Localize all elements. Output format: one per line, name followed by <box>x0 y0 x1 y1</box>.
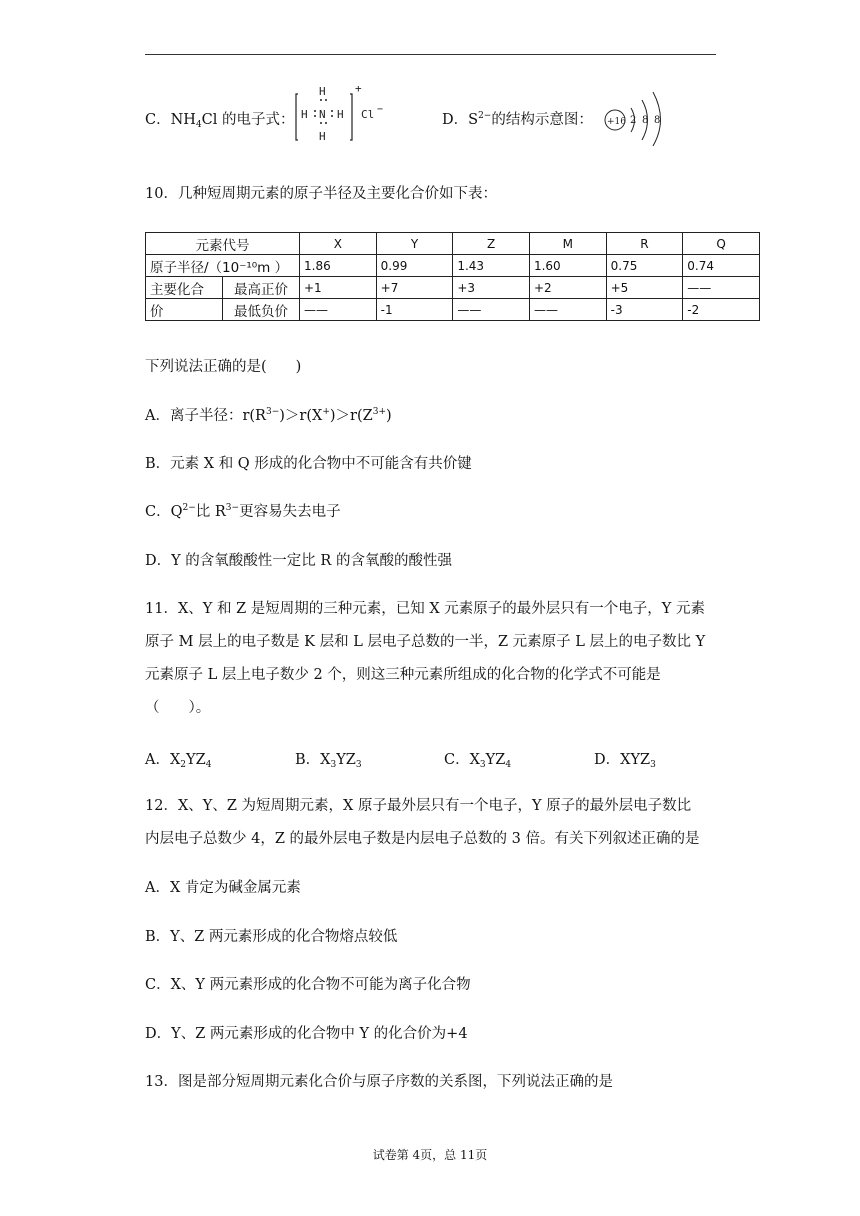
lewis-h-right: H <box>337 108 344 121</box>
q9-option-c: C．$NH_4Cl$ 的电子式： <box>145 112 295 130</box>
q11-stem-line-2: 原子 M 层上的电子数是 K 层和 L 层电子总数的一半，Z 元素原子 L 层上的电子数比 Y <box>145 634 706 650</box>
shell-2-count: 8 <box>642 115 649 126</box>
q11-choice-b: B．$X_3YZ_3$ <box>295 752 362 770</box>
table-valence-label-2: 价 <box>146 299 223 321</box>
table-cell: —— <box>683 277 760 299</box>
table-cell: Y <box>376 233 453 255</box>
table-cell: +2 <box>529 277 606 299</box>
table-cell: Z <box>453 233 530 255</box>
table-cell: 0.74 <box>683 255 760 277</box>
table-row <box>146 255 760 277</box>
table-cell: —— <box>453 299 530 321</box>
q10-option-a: A．离子半径：$r(R^{3-})>r(X^+)>r(Z^{3+})$ <box>145 407 392 424</box>
q12-stem-line-2: 内层电子总数少 4，Z 的最外层电子数是内层电子总数的 3 倍。有关下列叙述正确的是 <box>145 831 700 847</box>
q13-stem: 13．图是部分短周期元素化合价与原子序数的关系图，下列说法正确的是 <box>145 1074 613 1090</box>
sulfide-atom-structure-diagram <box>601 86 683 148</box>
q11-choice-a: A．$X_2YZ_4$ <box>145 752 212 770</box>
table-cell: X <box>300 233 377 255</box>
lewis-h-bottom: H <box>319 130 326 143</box>
lewis-anion-charge: − <box>377 104 384 115</box>
q10-stem: 10．几种短周期元素的原子半径及主要化合价如下表： <box>145 186 497 202</box>
table-cell: -2 <box>683 299 760 321</box>
table-row <box>146 277 760 299</box>
table-cell: Q <box>683 233 760 255</box>
shell-3-count: 8 <box>654 115 661 126</box>
lewis-n: N <box>319 108 326 121</box>
q12-stem-line-1: 12．X、Y、Z 为短周期元素，X 原子最外层只有一个电子，Y 原子的最外层电子数比 <box>145 798 692 814</box>
table-cell: M <box>529 233 606 255</box>
table-cell: 0.75 <box>606 255 683 277</box>
table-cell: +1 <box>300 277 377 299</box>
q12-option-d: D．Y、Z 两元素形成的化合物中 Y 的化合价为+4 <box>145 1026 468 1042</box>
table-cell: —— <box>300 299 377 321</box>
header-rule <box>145 54 716 55</box>
table-cell: -3 <box>606 299 683 321</box>
q10-option-d: D．Y 的含氧酸酸性一定比 R 的含氧酸的酸性强 <box>145 553 452 569</box>
q11-choice-d: D．$XYZ_3$ <box>594 752 656 770</box>
q10-option-c: C．$Q^{2-}$比 $R^{3-}$更容易失去电子 <box>145 503 341 520</box>
q12-option-c: C．X、Y 两元素形成的化合物不可能为离子化合物 <box>145 977 471 993</box>
element-data-table <box>145 232 760 321</box>
table-highest-label: 最高正价 <box>223 277 300 299</box>
q11-choice-c: C．$X_3YZ_4$ <box>444 752 512 770</box>
lewis-anion: Cl <box>361 108 375 121</box>
table-cell: R <box>606 233 683 255</box>
table-cell: 1.43 <box>453 255 530 277</box>
page-footer: 试卷第 4页，总 11页 <box>372 1148 488 1162</box>
lewis-h-top: H <box>319 85 326 98</box>
shell-1-count: 2 <box>630 115 637 126</box>
lewis-cation-charge: + <box>355 82 362 95</box>
table-cell: +5 <box>606 277 683 299</box>
q11-stem-line-1: 11．X、Y 和 Z 是短周期的三种元素，已知 X 元素原子的最外层只有一个电子，Y 元素 <box>145 601 705 617</box>
q11-stem-line-4: （ ）。 <box>145 700 211 716</box>
nh4cl-lewis-structure <box>295 82 405 148</box>
table-cell: +3 <box>453 277 530 299</box>
q10-option-b: B．元素 X 和 Q 形成的化合物中不可能含有共价键 <box>145 456 472 472</box>
table-cell: —— <box>529 299 606 321</box>
table-cell: 1.60 <box>529 255 606 277</box>
table-valence-label-1: 主要化合 <box>146 277 223 299</box>
table-radius-label: 原子半径/（10⁻¹⁰m ） <box>146 255 300 277</box>
table-row <box>146 233 760 255</box>
q12-option-b: B．Y、Z 两元素形成的化合物熔点较低 <box>145 929 398 945</box>
q12-option-a: A．X 肯定为碱金属元素 <box>145 880 301 896</box>
table-lowest-label: 最低负价 <box>223 299 300 321</box>
q10-prompt: 下列说法正确的是( ) <box>145 359 302 375</box>
q9-option-d: D．$S^{2-}$的结构示意图： <box>442 111 593 128</box>
lewis-h-left: H <box>301 108 308 121</box>
table-header-label: 元素代号 <box>146 233 300 255</box>
table-cell: +7 <box>376 277 453 299</box>
q11-stem-line-3: 元素原子 L 层上电子数少 2 个，则这三种元素所组成的化合物的化学式不可能是 <box>145 667 661 683</box>
q9-options-row <box>145 82 745 152</box>
nucleus-charge: +16 <box>607 117 626 127</box>
table-cell: 0.99 <box>376 255 453 277</box>
table-cell: -1 <box>376 299 453 321</box>
table-cell: 1.86 <box>300 255 377 277</box>
table-row <box>146 299 760 321</box>
